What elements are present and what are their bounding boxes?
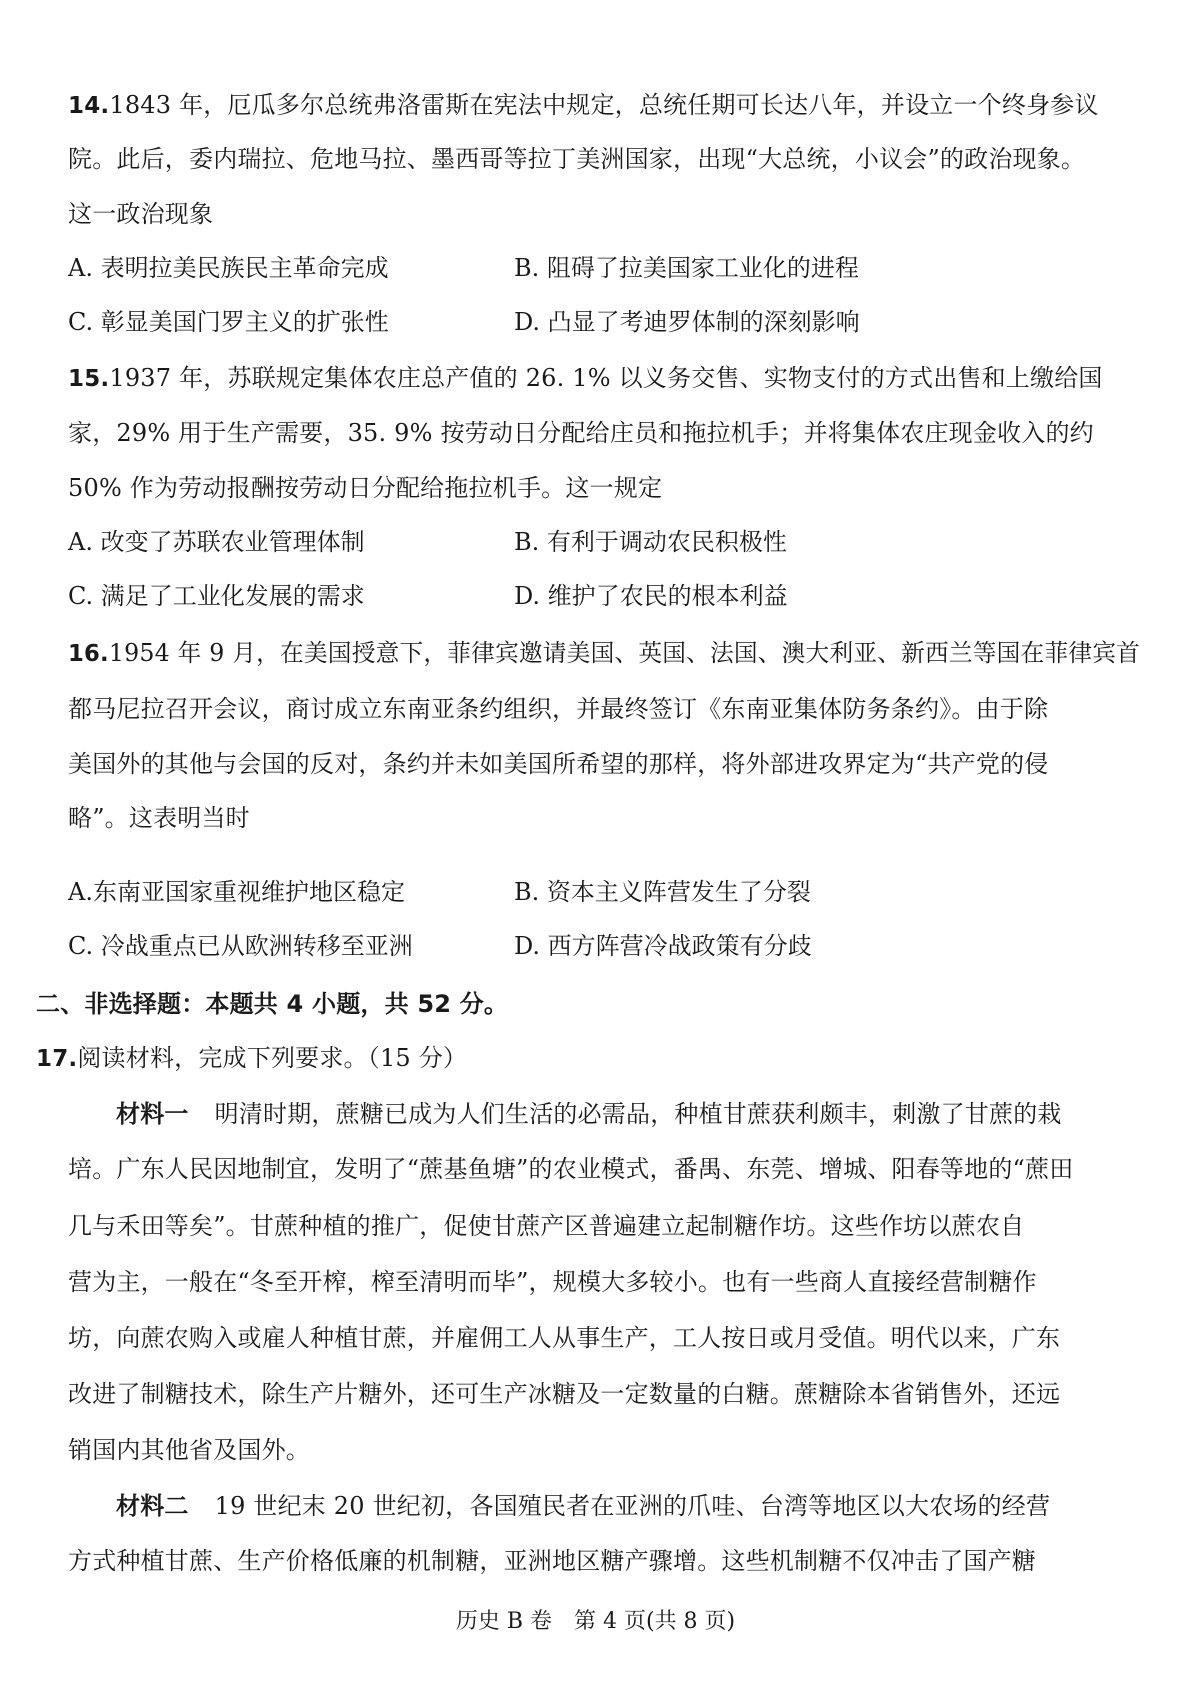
q16-option-d: D. 西方阵营冷战政策有分歧 <box>514 932 812 960</box>
material2-line-1 <box>116 1490 1050 1522</box>
material1-line-7: 销国内其他省及国外。 <box>68 1436 310 1464</box>
material1-line-6: 改进了制糖技术，除生产片糖外，还可生产冰糖及一定数量的白糖。蔗糖除本省销售外，还远 <box>68 1380 1061 1408</box>
material1-label: 材料一 <box>116 1099 189 1128</box>
q16-line-1 <box>68 637 1140 670</box>
material2-text-1: 19 世纪末 20 世纪初，各国殖民者在亚洲的爪哇、台湾等地区以大农场的经营 <box>214 1492 1051 1520</box>
q16-line-2: 都马尼拉召开会议，商讨成立东南亚条约组织，并最终签订《东南亚集体防务条约》。由于除 <box>68 695 1049 723</box>
q16-text-1: 1954 年 9 月，在美国授意下，菲律宾邀请美国、英国、法国、澳大利亚、新西兰等国在菲律宾首 <box>108 639 1141 667</box>
q15-option-d: D. 维护了农民的根本利益 <box>514 582 788 610</box>
q14-option-b: B. 阻碍了拉美国家工业化的进程 <box>514 254 859 282</box>
q16-line-4: 略”。这表明当时 <box>68 804 250 832</box>
q16-line-3: 美国外的其他与会国的反对，条约并未如美国所希望的那样，将外部进攻界定为“共产党的侵 <box>68 750 1049 778</box>
q14-option-d: D. 凸显了考迪罗体制的深刻影响 <box>514 308 860 336</box>
q16-number: 16. <box>68 641 109 667</box>
material1-line-5: 坊，向蔗农购入或雇人种植甘蔗，并雇佣工人从事生产，工人按日或月受值。明代以来，广东 <box>68 1324 1061 1352</box>
material1-line-3: 几与禾田等矣”。甘蔗种植的推广，促使甘蔗产区普遍建立起制糖作坊。这些作坊以蔗农自 <box>68 1212 1025 1240</box>
material2-line-2: 方式种植甘蔗、生产价格低廉的机制糖，亚洲地区糖产骤增。这些机制糖不仅冲击了国产糖 <box>68 1547 1036 1575</box>
q16-option-a: A.东南亚国家重视维护地区稳定 <box>68 878 405 906</box>
q14-text-1: 1843 年，厄瓜多尔总统弗洛雷斯在宪法中规定，总统任期可长达八年，并设立一个终身参议 <box>109 91 1099 119</box>
q17-line-prompt <box>36 1042 467 1075</box>
q15-line-1 <box>68 362 1103 395</box>
material1-line-2: 培。广东人民因地制宜，发明了“蔗基鱼塘”的农业模式，番禺、东莞、增城、阳春等地的“蔗田 <box>68 1155 1074 1183</box>
q17-number: 17. <box>36 1046 78 1072</box>
q16-option-c: C. 冷战重点已从欧洲转移至亚洲 <box>68 932 413 960</box>
material1-line-4: 营为主，一般在“冬至开榨，榨至清明而毕”，规模大多较小。也有一些商人直接经营制糖作 <box>68 1268 1037 1296</box>
q15-line-3: 50% 作为劳动报酬按劳动日分配给拖拉机手。这一规定 <box>68 474 663 502</box>
q15-option-c: C. 满足了工业化发展的需求 <box>68 582 365 610</box>
q15-number: 15. <box>68 366 110 392</box>
page-footer: 历史 B 卷 第 4 页(共 8 页) <box>455 1609 736 1634</box>
q14-option-c: C. 彰显美国门罗主义的扩张性 <box>68 308 389 336</box>
q14-line-1 <box>68 89 1099 122</box>
q17-prompt: 阅读材料，完成下列要求。（15 分） <box>77 1044 468 1072</box>
q15-line-2: 家，29% 用于生产需要，35. 9% 按劳动日分配给庄员和拖拉机手；并将集体农庄现金收入的约 <box>68 419 1094 447</box>
material1-line-1 <box>116 1098 1062 1130</box>
q14-option-a: A. 表明拉美民族民主革命完成 <box>68 254 389 282</box>
q15-option-b: B. 有利于调动农民积极性 <box>514 528 787 556</box>
q16-option-b: B. 资本主义阵营发生了分裂 <box>514 878 811 906</box>
material1-text-1: 明清时期，蔗糖已成为人们生活的必需品，种植甘蔗获利颇丰，刺激了甘蔗的栽 <box>214 1100 1062 1128</box>
q15-text-1: 1937 年，苏联规定集体农庄总产值的 26. 1% 以义务交售、实物支付的方式出售和上缴给国 <box>109 364 1103 392</box>
material2-label: 材料二 <box>116 1491 189 1520</box>
q14-number: 14. <box>68 93 110 119</box>
q14-line-3: 这一政治现象 <box>68 200 214 228</box>
section-2-heading: 二、非选择题：本题共 4 小题，共 52 分。 <box>36 990 509 1018</box>
q14-line-2: 院。此后，委内瑞拉、危地马拉、墨西哥等拉丁美洲国家，出现“大总统，小议会”的政治现象。 <box>68 145 1086 173</box>
q15-option-a: A. 改变了苏联农业管理体制 <box>68 528 365 556</box>
